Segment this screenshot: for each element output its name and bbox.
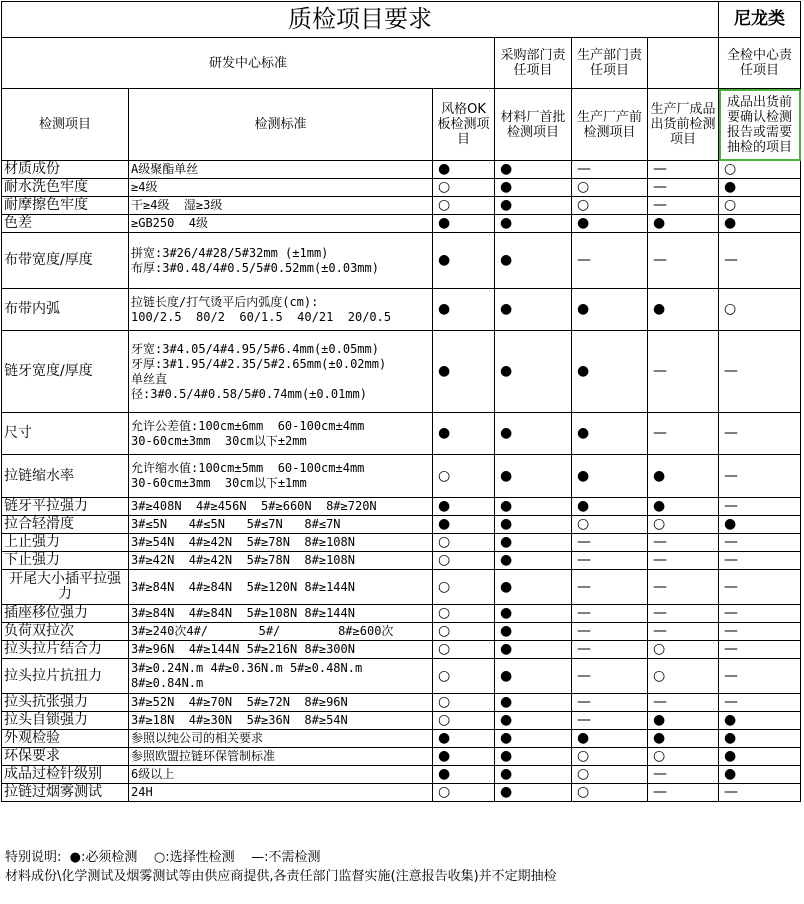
mark-cell: ● [433, 233, 495, 289]
mark-cell: — [572, 623, 648, 641]
mark-cell: ● [433, 748, 495, 766]
mark-cell: ● [648, 712, 719, 730]
standard-cell: 3#≥18N 4#≥30N 5#≥36N 8#≥54N [129, 712, 433, 730]
standard-cell: 3#≥408N 4#≥456N 5#≥660N 8#≥720N [129, 498, 433, 516]
standard-cell: 干≥4级 湿≥3级 [129, 197, 433, 215]
table-row [2, 766, 801, 784]
mark-cell: ● [719, 712, 801, 730]
table-row [2, 730, 801, 748]
mark-cell: — [648, 179, 719, 197]
standard-cell: 3#≥0.24N.m 4#≥0.36N.m 5#≥0.48N.m 8#≥0.84N.m [129, 659, 433, 694]
mark-cell: — [572, 659, 648, 694]
mark-cell: — [719, 455, 801, 498]
mark-cell: ○ [433, 570, 495, 605]
mark-cell: ○ [719, 197, 801, 215]
mark-cell: ○ [433, 659, 495, 694]
item-cell: 拉头拉片结合力 [2, 641, 129, 659]
item-cell: 尺寸 [2, 413, 129, 455]
group-header-production-blank [648, 38, 719, 89]
item-cell: 下止强力 [2, 552, 129, 570]
table-row [2, 659, 801, 694]
mark-cell: ● [495, 498, 572, 516]
mark-cell: ● [495, 552, 572, 570]
table-row [2, 623, 801, 641]
standard-cell: 24H [129, 784, 433, 802]
mark-cell: ● [495, 331, 572, 413]
table-row [2, 161, 801, 179]
mark-cell: ○ [719, 161, 801, 179]
table-row [2, 534, 801, 552]
table-row [2, 605, 801, 623]
table-row [2, 552, 801, 570]
standard-cell: 参照以纯公司的相关要求 [129, 730, 433, 748]
mark-cell: ● [572, 413, 648, 455]
standard-cell: 拼宽:3#26/4#28/5#32mm (±1mm) 布厚:3#0.48/4#0.5/5#0.52mm(±0.03mm) [129, 233, 433, 289]
mark-cell: — [719, 534, 801, 552]
mark-cell: — [719, 233, 801, 289]
mark-cell: ● [648, 730, 719, 748]
mark-cell: — [719, 623, 801, 641]
mark-cell: ○ [433, 641, 495, 659]
mark-cell: ○ [648, 748, 719, 766]
mark-cell: ● [719, 516, 801, 534]
column-header-pre-shipment: 生产厂成品出货前检测项目 [648, 89, 719, 161]
mark-cell: ○ [433, 552, 495, 570]
mark-cell: ● [719, 748, 801, 766]
standard-cell: 3#≥96N 4#≥144N 5#≥216N 8#≥300N [129, 641, 433, 659]
mark-cell: ○ [648, 516, 719, 534]
mark-cell: ● [495, 641, 572, 659]
mark-cell: ● [648, 289, 719, 331]
column-header-item: 检测项目 [2, 89, 129, 161]
mark-cell: — [572, 605, 648, 623]
mark-cell: — [719, 570, 801, 605]
mark-cell: ● [648, 498, 719, 516]
mark-cell: ○ [572, 179, 648, 197]
mark-cell: ● [495, 694, 572, 712]
standard-cell: 拉链长度/打气烫平后内弧度(cm): 100/2.5 80/2 60/1.5 40/21 20/0.5 [129, 289, 433, 331]
standard-cell: 允许公差值:100cm±6mm 60-100cm±4mm 30-60cm±3mm 30cm以下±2mm [129, 413, 433, 455]
item-cell: 色差 [2, 215, 129, 233]
mark-cell: — [719, 331, 801, 413]
item-cell: 插座移位强力 [2, 605, 129, 623]
table-row [2, 784, 801, 802]
mark-cell: ● [433, 331, 495, 413]
mark-cell: ○ [433, 623, 495, 641]
page-title: 质检项目要求 [2, 2, 719, 38]
mark-cell: — [648, 766, 719, 784]
item-cell: 耐摩擦色牢度 [2, 197, 129, 215]
mark-cell: ○ [433, 694, 495, 712]
mark-cell: ● [495, 766, 572, 784]
table-row [2, 215, 801, 233]
mark-cell: ● [433, 161, 495, 179]
mark-cell: ● [572, 498, 648, 516]
mark-cell: — [572, 233, 648, 289]
group-header-purchase: 采购部门责任项目 [495, 38, 572, 89]
table-row [2, 498, 801, 516]
table-row [2, 641, 801, 659]
standard-cell: 3#≥54N 4#≥42N 5#≥78N 8#≥108N [129, 534, 433, 552]
mark-cell: ● [495, 748, 572, 766]
mark-cell: ○ [572, 748, 648, 766]
mark-cell: — [719, 498, 801, 516]
mark-cell: ○ [433, 712, 495, 730]
mark-cell: ● [433, 289, 495, 331]
standard-cell: 3#≥240次4#/ 5#/ 8#≥600次 [129, 623, 433, 641]
item-cell: 开尾大小插平拉强力 [2, 570, 129, 605]
mark-cell: — [648, 331, 719, 413]
footer-note: 材料成份\化学测试及烟雾测试等由供应商提供,各责任部门监督实施(注意报告收集)并不定期抽检 [5, 869, 557, 884]
mark-cell: ● [495, 413, 572, 455]
mark-cell: — [648, 694, 719, 712]
item-cell: 材质成份 [2, 161, 129, 179]
item-cell: 负荷双拉次 [2, 623, 129, 641]
item-cell: 拉头自锁强力 [2, 712, 129, 730]
mark-cell: ● [433, 413, 495, 455]
mark-cell: — [572, 552, 648, 570]
mark-cell: ● [495, 712, 572, 730]
mark-cell: ● [495, 161, 572, 179]
mark-cell: ○ [572, 516, 648, 534]
mark-cell: ○ [433, 455, 495, 498]
mark-cell: ○ [572, 784, 648, 802]
table-row [2, 748, 801, 766]
mark-cell: ● [433, 516, 495, 534]
mark-cell: ● [495, 605, 572, 623]
standard-cell: 3#≥84N 4#≥84N 5#≥120N 8#≥144N [129, 570, 433, 605]
mark-cell: — [572, 161, 648, 179]
mark-cell: ● [495, 623, 572, 641]
table-row [2, 233, 801, 289]
mark-cell: — [719, 694, 801, 712]
item-cell: 链牙宽度/厚度 [2, 331, 129, 413]
standard-cell: ≥GB250 4级 [129, 215, 433, 233]
mark-cell: ● [495, 659, 572, 694]
standard-cell: 参照欧盟拉链环保管制标准 [129, 748, 433, 766]
mark-cell: — [572, 570, 648, 605]
mark-cell: — [648, 552, 719, 570]
mark-cell: ● [495, 534, 572, 552]
mark-cell: — [648, 161, 719, 179]
mark-cell: — [572, 712, 648, 730]
mark-cell: ● [495, 215, 572, 233]
mark-cell: ○ [433, 197, 495, 215]
notes [5, 848, 795, 886]
item-cell: 拉合轻滑度 [2, 516, 129, 534]
mark-cell: — [719, 784, 801, 802]
group-header-production: 生产部门责任项目 [572, 38, 648, 89]
mark-cell: ○ [433, 605, 495, 623]
mark-cell: ● [648, 215, 719, 233]
mark-cell: — [648, 605, 719, 623]
mark-cell: ● [433, 498, 495, 516]
item-cell: 外观检验 [2, 730, 129, 748]
standard-cell: 6级以上 [129, 766, 433, 784]
mark-cell: ● [572, 455, 648, 498]
column-header-pre-production: 生产厂产前检测项目 [572, 89, 648, 161]
mark-cell: — [648, 197, 719, 215]
table-row [2, 413, 801, 455]
mark-cell: — [648, 623, 719, 641]
mark-cell: — [648, 413, 719, 455]
mark-cell: — [719, 552, 801, 570]
mark-cell: — [719, 641, 801, 659]
category-label: 尼龙类 [719, 2, 801, 38]
mark-cell: ● [572, 730, 648, 748]
mark-cell: — [572, 641, 648, 659]
item-cell: 上止强力 [2, 534, 129, 552]
table-row [2, 712, 801, 730]
mark-cell: — [719, 413, 801, 455]
mark-cell: ○ [648, 641, 719, 659]
standard-cell: A级聚酯单丝 [129, 161, 433, 179]
standard-cell: 3#≥42N 4#≥42N 5#≥78N 8#≥108N [129, 552, 433, 570]
mark-cell: ○ [719, 289, 801, 331]
mark-cell: ○ [433, 179, 495, 197]
standard-cell: 允许缩水值:100cm±5mm 60-100cm±4mm 30-60cm±3mm 30cm以下±1mm [129, 455, 433, 498]
item-cell: 拉头拉片抗扭力 [2, 659, 129, 694]
mark-cell: ● [719, 766, 801, 784]
mark-cell: ● [719, 215, 801, 233]
mark-cell: ● [495, 730, 572, 748]
standard-cell: 3#≥84N 4#≥84N 5#≥108N 8#≥144N [129, 605, 433, 623]
mark-cell: ● [433, 215, 495, 233]
mark-cell: ○ [572, 766, 648, 784]
item-cell: 耐水洗色牢度 [2, 179, 129, 197]
mark-cell: ○ [648, 659, 719, 694]
mark-cell: ● [572, 331, 648, 413]
standard-cell: 牙宽:3#4.05/4#4.95/5#6.4mm(±0.05mm) 牙厚:3#1.95/4#2.35/5#2.65mm(±0.02mm) 单丝直 径:3#0.5/4#0.58/5#0.74mm(±0.01mm) [129, 331, 433, 413]
mark-cell: ● [572, 289, 648, 331]
mark-cell: ● [495, 179, 572, 197]
mark-cell: — [648, 570, 719, 605]
table-row [2, 331, 801, 413]
group-header-rd: 研发中心标准 [2, 38, 495, 89]
mark-cell: ● [433, 730, 495, 748]
item-cell: 拉链过烟雾测试 [2, 784, 129, 802]
mark-cell: — [719, 605, 801, 623]
standard-cell: ≥4级 [129, 179, 433, 197]
table-row [2, 516, 801, 534]
inspection-requirements-table [1, 1, 801, 802]
table-row [2, 455, 801, 498]
item-cell: 环保要求 [2, 748, 129, 766]
mark-cell: — [572, 534, 648, 552]
item-cell: 链牙平拉强力 [2, 498, 129, 516]
table-row [2, 289, 801, 331]
mark-cell: ● [495, 516, 572, 534]
group-header-qc: 全检中心责任项目 [719, 38, 801, 89]
standard-cell: 3#≥52N 4#≥70N 5#≥72N 8#≥96N [129, 694, 433, 712]
item-cell: 布带宽度/厚度 [2, 233, 129, 289]
mark-cell: ○ [572, 197, 648, 215]
mark-cell: — [572, 694, 648, 712]
mark-cell: — [648, 534, 719, 552]
item-cell: 成品过检针级别 [2, 766, 129, 784]
mark-cell: ● [648, 455, 719, 498]
table-row [2, 694, 801, 712]
mark-cell: ● [495, 784, 572, 802]
legend-note: 特别说明: ●:必须检测 ○:选择性检测 —:不需检测 [5, 850, 321, 865]
column-header-qc-check: 成品出货前要确认检测报告或需要抽检的项目 [719, 89, 801, 161]
mark-cell: — [648, 233, 719, 289]
mark-cell: ○ [433, 784, 495, 802]
standard-cell: 3#≤5N 4#≤5N 5#≤7N 8#≤7N [129, 516, 433, 534]
table-row [2, 197, 801, 215]
mark-cell: — [648, 784, 719, 802]
column-header-standard: 检测标准 [129, 89, 433, 161]
mark-cell: ● [719, 179, 801, 197]
table-row [2, 570, 801, 605]
item-cell: 拉链缩水率 [2, 455, 129, 498]
column-header-material-first: 材料厂首批检测项目 [495, 89, 572, 161]
item-cell: 布带内弧 [2, 289, 129, 331]
item-cell: 拉头抗张强力 [2, 694, 129, 712]
mark-cell: ● [495, 197, 572, 215]
mark-cell: ● [495, 455, 572, 498]
column-header-style-ok: 风格OK板检测项目 [433, 89, 495, 161]
mark-cell: ● [495, 570, 572, 605]
mark-cell: ○ [433, 534, 495, 552]
mark-cell: ● [572, 215, 648, 233]
mark-cell: ● [495, 289, 572, 331]
table-row [2, 179, 801, 197]
mark-cell: ● [719, 730, 801, 748]
mark-cell: ● [495, 233, 572, 289]
mark-cell: ● [433, 766, 495, 784]
mark-cell: — [719, 659, 801, 694]
